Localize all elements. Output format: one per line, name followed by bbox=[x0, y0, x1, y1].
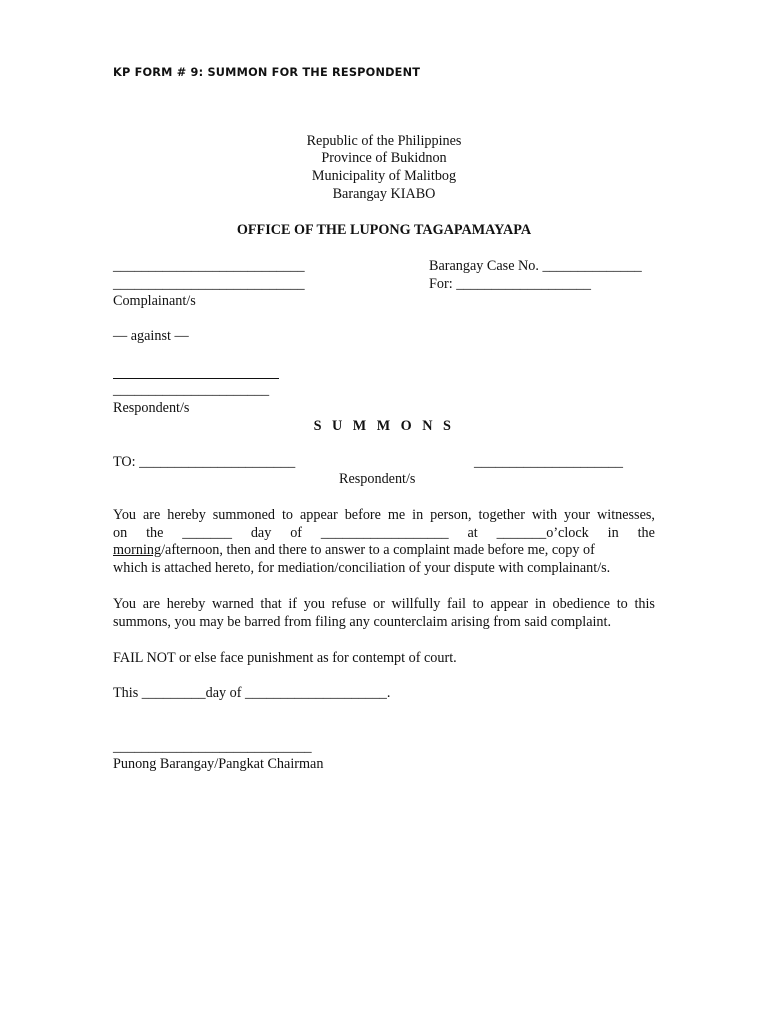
p2-line2-text: summons, you may be barred from filing any counterclaim arising from said complaint. bbox=[113, 613, 612, 630]
signature-label: Punong Barangay/Pangkat Chairman bbox=[113, 756, 324, 772]
word: with bbox=[531, 507, 558, 523]
word: hereby bbox=[167, 507, 206, 523]
header-barangay: Barangay KIABO bbox=[332, 186, 436, 202]
word: before bbox=[344, 507, 381, 523]
signature-line: ____________________________ bbox=[113, 739, 312, 755]
p1-line3-rest: /afternoon, then and there to answer to a complaint made before me, copy of bbox=[161, 542, 595, 559]
office-title: OFFICE OF THE LUPONG TAGAPAMAYAPA bbox=[236, 222, 532, 238]
respondent-line-2: ______________________ bbox=[113, 382, 270, 398]
word: are bbox=[142, 596, 161, 612]
word: this bbox=[634, 596, 655, 612]
header-province: Province of Bukidnon bbox=[321, 150, 447, 166]
to-respondent-label: Respondent/s bbox=[339, 471, 416, 487]
word: willfully bbox=[391, 596, 441, 612]
word: are bbox=[142, 507, 161, 523]
paragraph-summons bbox=[113, 507, 655, 577]
word: to bbox=[472, 596, 484, 612]
word: if bbox=[288, 596, 298, 612]
header-republic: Republic of the Philippines bbox=[306, 133, 462, 149]
word: to bbox=[616, 596, 628, 612]
paragraph-warning bbox=[113, 596, 655, 631]
complainant-line-1: ___________________________ bbox=[113, 258, 305, 274]
word: you bbox=[303, 596, 325, 612]
p1-word: the bbox=[146, 524, 164, 541]
word: summoned bbox=[212, 507, 276, 523]
paragraph-1-line-3 bbox=[113, 542, 655, 560]
p1-word: at bbox=[467, 524, 478, 541]
paragraph-2-line-1 bbox=[113, 596, 655, 614]
paragraph-fail-not: FAIL NOT or else face punishment as for contempt of court. bbox=[113, 650, 457, 666]
complainant-line-2: ___________________________ bbox=[113, 276, 305, 292]
respondent-line-1 bbox=[113, 378, 279, 379]
word: appear bbox=[299, 507, 338, 523]
word: refuse bbox=[331, 596, 367, 612]
word: person, bbox=[430, 507, 472, 523]
p1-time-blank: _______o’clock bbox=[496, 524, 589, 541]
complainant-label: Complainant/s bbox=[113, 293, 196, 309]
word: your bbox=[564, 507, 591, 523]
to-right-line: _____________________ bbox=[474, 454, 623, 470]
word: together bbox=[478, 507, 525, 523]
word: witnesses, bbox=[597, 507, 655, 523]
word: to bbox=[281, 507, 294, 523]
header-municipality: Municipality of Malitbog bbox=[311, 168, 457, 184]
p1-day-blank: _______ bbox=[182, 524, 232, 541]
date-line: This _________day of ____________________. bbox=[113, 685, 391, 701]
morning-underlined: morning bbox=[113, 542, 162, 559]
word: in bbox=[534, 596, 546, 612]
against-label: — against — bbox=[113, 328, 189, 344]
p1-word: on bbox=[113, 524, 128, 541]
paragraph-1-line-1 bbox=[113, 507, 655, 525]
word: You bbox=[113, 596, 137, 612]
respondent-label: Respondent/s bbox=[113, 400, 190, 416]
word: hereby bbox=[166, 596, 206, 612]
p1-month-blank: __________________ bbox=[320, 524, 449, 541]
p1-word: of bbox=[290, 524, 303, 541]
word: warned bbox=[211, 596, 254, 612]
p1-word: in bbox=[607, 524, 619, 541]
word: or bbox=[373, 596, 385, 612]
p1-word: the bbox=[637, 524, 655, 541]
word: fail bbox=[447, 596, 466, 612]
form-title: KP FORM # 9: SUMMON FOR THE RESPONDENT bbox=[113, 66, 421, 79]
p1-word: day bbox=[250, 524, 272, 541]
word: appear bbox=[490, 596, 529, 612]
summons-title: S U M M O N S bbox=[313, 418, 455, 434]
paragraph-2-line-2 bbox=[113, 614, 655, 632]
word: obedience bbox=[552, 596, 611, 612]
barangay-case-no: Barangay Case No. ______________ bbox=[429, 258, 642, 274]
word: me bbox=[387, 507, 406, 523]
word: that bbox=[260, 596, 282, 612]
case-for: For: ___________________ bbox=[429, 276, 591, 292]
to-line: TO: ______________________ bbox=[113, 454, 296, 470]
paragraph-1-line-2 bbox=[113, 525, 655, 543]
word: You bbox=[113, 507, 137, 523]
p1-line4-text: which is attached hereto, for mediation/conciliation of your dispute with complainant/s. bbox=[113, 559, 611, 576]
word: in bbox=[412, 507, 424, 523]
paragraph-1-line-4 bbox=[113, 560, 655, 578]
